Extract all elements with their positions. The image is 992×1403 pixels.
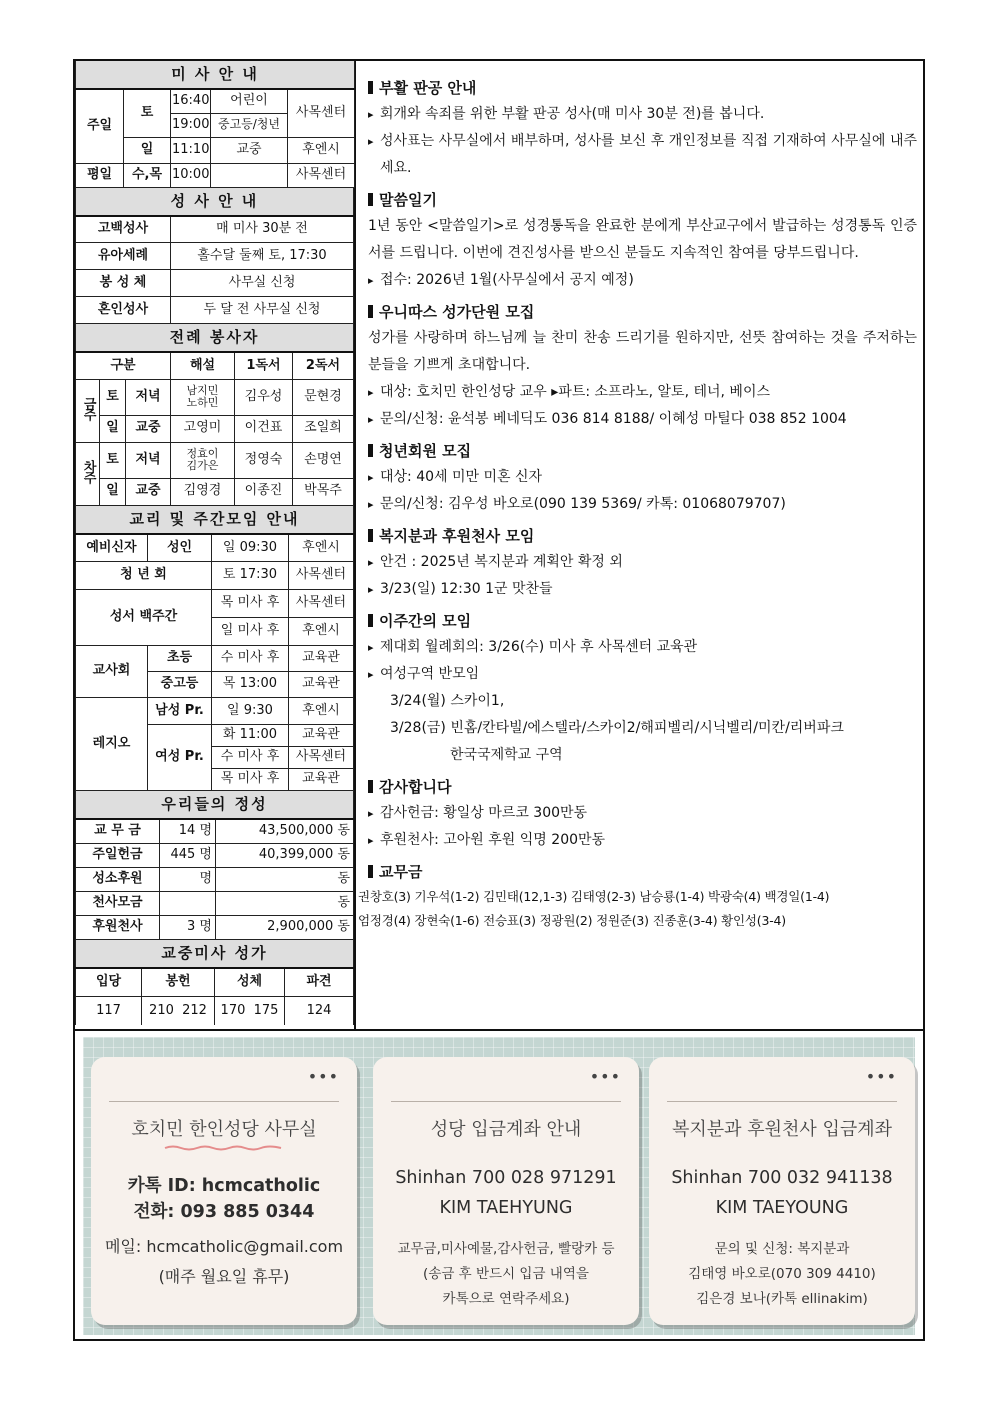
account-holder: KIM TAEHYUNG	[439, 1198, 573, 1218]
sacrament-name: 유아세례	[76, 243, 171, 270]
divider	[109, 1101, 339, 1102]
notice-line: 한국국제학교 구역	[450, 747, 563, 763]
meeting-time: 토 17:30	[212, 562, 289, 590]
offering-name: 성소후원	[76, 867, 160, 891]
commentator: 고영미	[171, 415, 235, 442]
meeting-time: 목 13:00	[212, 672, 289, 698]
grid-background	[83, 1037, 915, 1335]
welfare-account-card	[649, 1057, 915, 1325]
donor-line: 엄정경(4) 장현숙(1-6) 전승표(3) 정광원(2) 정원준(3) 진종훈(3-4) 황인성(3-4)	[358, 913, 786, 928]
notice-line: 3/24(월) 스카이1,	[390, 693, 505, 709]
offering-name: 후원천사	[76, 915, 160, 939]
hymn-header: 파견	[285, 968, 354, 997]
notice-title	[368, 525, 917, 546]
card-note: 김은경 보나(카톡 ellinakim)	[696, 1291, 868, 1307]
sacrament-info: 두 달 전 사무실 신청	[171, 297, 354, 324]
meeting-sub: 성인	[148, 534, 212, 562]
meeting-sub: 중고등	[148, 672, 212, 698]
this-week-label: 금주	[80, 397, 96, 420]
weekday-label: 평일	[76, 163, 124, 187]
parish-account-card	[373, 1057, 639, 1325]
card-note: 카톡으로 연락주세요)	[442, 1291, 570, 1307]
meeting-place: 후엔시	[289, 618, 354, 646]
meeting-time: 일 09:30	[212, 534, 289, 562]
meeting-time: 화 11:00	[212, 725, 289, 747]
reader-1: 이건표	[235, 415, 293, 442]
offering-count	[160, 891, 216, 915]
mass-label: 저녁	[126, 442, 171, 478]
reader-2: 손명연	[293, 442, 354, 478]
offering-count: 445 명	[160, 843, 216, 867]
notice-line: 1년 동안 <말씀일기>로 성경통독을 완료한 분에게 부산교구에서 발급하는 성경통독 인증서를 드립니다. 이번에 견진성사를 받으신 분들도 지속적인 참여를 당부드립니다.	[368, 218, 917, 261]
hymn-number: 170 175	[215, 997, 285, 1025]
meeting-place: 사목센터	[289, 562, 354, 590]
meeting-time: 일 미사 후	[212, 618, 289, 646]
mass-title: 미 사 안 내	[76, 61, 355, 89]
notice-line: ▸ 감사헌금: 황일상 마르코 300만동	[368, 800, 917, 827]
offering-amount: 2,900,000 동	[216, 915, 354, 939]
offering-count: 3 명	[160, 915, 216, 939]
sacrament-name: 봉 성 체	[76, 270, 171, 297]
card-note: 문의 및 신청: 복지분과	[714, 1241, 850, 1257]
meeting-place: 교육관	[289, 725, 354, 747]
meeting-place: 사목센터	[289, 747, 354, 769]
card-note: 교무금,미사예물,감사헌금, 빨랑카 등	[397, 1241, 615, 1257]
offering-title: 우리들의 정성	[76, 791, 354, 819]
meeting-time: 일 9:30	[212, 698, 289, 725]
reader-2: 박목주	[293, 478, 354, 505]
meeting-place: 후엔시	[289, 534, 354, 562]
meeting-name: 청 년 회	[76, 562, 212, 590]
bulletin-page	[73, 59, 925, 1341]
meeting-time: 수 미사 후	[212, 646, 289, 672]
offering-table	[75, 791, 354, 940]
meeting-time: 목 미사 후	[212, 590, 289, 618]
square-bullet-icon	[368, 193, 373, 206]
mass-who: 어린이	[211, 89, 288, 113]
meeting-name: 레지오	[76, 698, 148, 791]
next-week-label: 차주	[80, 460, 96, 483]
notice-section	[368, 189, 917, 294]
notice-title-text: 청년회원 모집	[379, 442, 472, 460]
sacrament-info: 사무실 신청	[171, 270, 354, 297]
notice-line: ▸ 문의/신청: 김우성 바오로(090 139 5369/ 카톡: 01068079707)	[368, 491, 917, 518]
notice-title	[368, 189, 917, 210]
sunday-day-label: 일	[124, 137, 171, 163]
mass-who: 중고등/청년	[211, 113, 288, 137]
mass-label: 교중	[126, 478, 171, 505]
sacrament-name: 혼인성사	[76, 297, 171, 324]
offering-name: 주일헌금	[76, 843, 160, 867]
notice-line: ▸ 접수: 2026년 1월(사무실에서 공지 예정)	[368, 267, 917, 294]
notice-title-text: 우니따스 성가단원 모집	[379, 303, 535, 321]
mass-place: 후엔시	[288, 137, 355, 163]
notice-line: ▸ 여성구역 반모임	[368, 661, 917, 688]
squiggle-decoration	[163, 1145, 283, 1151]
square-bullet-icon	[368, 444, 373, 457]
meeting-sub: 초등	[148, 646, 212, 672]
offering-amount: 43,500,000 동	[216, 819, 354, 843]
square-bullet-icon	[368, 614, 373, 627]
kakao-id: 카톡 ID: hcmcatholic	[127, 1176, 321, 1196]
mass-who: 교중	[211, 137, 288, 163]
hymn-header: 성체	[215, 968, 285, 997]
notice-title-text: 부활 판공 안내	[379, 79, 477, 97]
info-cards-panel	[75, 1029, 923, 1339]
mass-label: 저녁	[126, 379, 171, 415]
saturday-label: 토	[124, 89, 171, 137]
card-title: 복지분과 후원천사 입금계좌	[671, 1119, 893, 1140]
col-header: 해설	[171, 352, 235, 379]
notice-title	[368, 610, 917, 631]
notice-title	[368, 301, 917, 322]
square-bullet-icon	[368, 780, 373, 793]
notices-column	[358, 61, 925, 1029]
mass-time: 10:00	[171, 163, 211, 187]
mass-time: 16:40	[171, 89, 211, 113]
notice-line: ▸ 성사표는 사무실에서 배부하며, 성사를 보신 후 개인정보를 직접 기재하여 사무실에 내주세요.	[368, 128, 917, 182]
hymn-number: 117	[76, 997, 142, 1025]
notice-line: ▸ 대상: 40세 미만 미혼 신자	[368, 464, 917, 491]
mass-who	[211, 163, 288, 187]
day-label: 토	[100, 442, 126, 478]
col-header: 2독서	[293, 352, 354, 379]
col-header: 구분	[76, 352, 171, 379]
card-note: (송금 후 반드시 입금 내역을	[423, 1266, 589, 1282]
divider	[391, 1101, 621, 1102]
commentator: 남지민 노하민	[171, 379, 235, 415]
col-header: 1독서	[235, 352, 293, 379]
notice-title-text: 말씀일기	[379, 191, 437, 209]
donor-line: 권창호(3) 기우석(1-2) 김민태(12,1-3) 김태영(2-3) 남승룡(1-4) 박광숙(4) 백경일(1-4)	[358, 889, 830, 904]
hymns-title: 교중미사 성가	[76, 940, 354, 968]
offering-name: 교 무 금	[76, 819, 160, 843]
notice-title	[368, 440, 917, 461]
day-label: 토	[100, 379, 126, 415]
liturgy-table	[75, 324, 354, 506]
hymn-header: 봉헌	[142, 968, 215, 997]
more-dots-icon: •••	[865, 1067, 897, 1086]
hymns-table	[75, 940, 354, 1025]
reader-1: 이종진	[235, 478, 293, 505]
notice-line: ▸ 회개와 속죄를 위한 부활 판공 성사(매 미사 30분 전)를 봅니다.	[368, 101, 917, 128]
left-column	[75, 61, 356, 1029]
notice-line: ▸ 후원천사: 고아원 후원 익명 200만동	[368, 827, 917, 854]
notice-title-text: 복지분과 후원천사 모임	[379, 527, 535, 545]
notice-line: ▸ 문의/신청: 윤석봉 베네딕도 036 814 8188/ 이혜성 마틸다 038 852 1004	[368, 406, 917, 433]
notice-title	[368, 776, 917, 797]
donor-section	[358, 861, 917, 933]
account-number: Shinhan 700 028 971291	[395, 1168, 617, 1188]
sacrament-info: 매 미사 30분 전	[171, 216, 354, 243]
offering-count: 명	[160, 867, 216, 891]
meetings-table	[75, 506, 354, 792]
notice-line: ▸ 안건 : 2025년 복지분과 계획안 확정 외	[368, 549, 917, 576]
notice-line: 성가를 사랑하며 하느님께 늘 찬미 찬송 드리기를 원하지만, 선뜻 참여하는 것을 주저하는 분들을 기쁘게 초대합니다.	[368, 330, 917, 373]
notice-line: ▸ 대상: 호치민 한인성당 교우 ▸파트: 소프라노, 알토, 테너, 베이스	[368, 379, 917, 406]
more-dots-icon: •••	[589, 1067, 621, 1086]
notice-section	[368, 776, 917, 854]
meeting-name: 교사회	[76, 646, 148, 698]
meeting-place: 교육관	[289, 672, 354, 698]
notice-line: ▸ 제대회 월례회의: 3/26(수) 미사 후 사목센터 교육관	[368, 634, 917, 661]
square-bullet-icon	[368, 305, 373, 318]
meetings-title: 교리 및 주간모임 안내	[76, 506, 354, 534]
account-number: Shinhan 700 032 941138	[671, 1168, 893, 1188]
meeting-sub: 남성 Pr.	[148, 698, 212, 725]
sacrament-title: 성 사 안 내	[76, 188, 354, 216]
meeting-name: 예비신자	[76, 534, 148, 562]
hymn-number: 210 212	[142, 997, 215, 1025]
meeting-place: 후엔시	[289, 698, 354, 725]
meeting-place: 사목센터	[289, 590, 354, 618]
commentator: 김영경	[171, 478, 235, 505]
notice-section	[368, 610, 917, 769]
sacrament-info: 홀수달 둘째 토, 17:30	[171, 243, 354, 270]
divider	[667, 1101, 897, 1102]
square-bullet-icon	[368, 865, 373, 878]
offering-amount: 40,399,000 동	[216, 843, 354, 867]
meeting-time: 수 미사 후	[212, 747, 289, 769]
sunday-label: 주일	[76, 89, 124, 163]
notice-title	[368, 77, 917, 98]
reader-1: 김우성	[235, 379, 293, 415]
mass-place: 사목센터	[288, 163, 355, 187]
mass-place: 사목센터	[288, 89, 355, 137]
sacrament-table	[75, 188, 354, 325]
reader-2: 문현경	[293, 379, 354, 415]
notice-section	[368, 440, 917, 518]
more-dots-icon: •••	[307, 1067, 339, 1086]
mass-table	[75, 61, 355, 188]
reader-1: 정영숙	[235, 442, 293, 478]
phone: 전화: 093 885 0344	[133, 1202, 315, 1222]
day-label: 일	[100, 478, 126, 505]
sacrament-name: 고백성사	[76, 216, 171, 243]
square-bullet-icon	[368, 81, 373, 94]
office-card	[91, 1057, 357, 1325]
account-holder: KIM TAEYOUNG	[715, 1198, 849, 1218]
notice-line: ▸ 3/23(일) 12:30 1군 맛찬들	[368, 576, 917, 603]
offering-count: 14 명	[160, 819, 216, 843]
notice-title-text: 감사합니다	[379, 778, 452, 796]
meeting-name: 성서 백주간	[76, 590, 212, 646]
liturgy-title: 전례 봉사자	[76, 324, 354, 352]
notice-title-text: 이주간의 모임	[379, 612, 472, 630]
offering-name: 천사모금	[76, 891, 160, 915]
offering-amount: 동	[216, 867, 354, 891]
mass-label: 교중	[126, 415, 171, 442]
square-bullet-icon	[368, 529, 373, 542]
wed-thu-label: 수,목	[124, 163, 171, 187]
hymn-header: 입당	[76, 968, 142, 997]
meeting-place: 교육관	[289, 646, 354, 672]
reader-2: 조일희	[293, 415, 354, 442]
closed-note: (매주 월요일 휴무)	[158, 1267, 290, 1286]
meeting-place: 교육관	[289, 769, 354, 791]
notice-title-text: 교무금	[379, 863, 423, 881]
notice-section	[368, 77, 917, 182]
card-note: 김태영 바오로(070 309 4410)	[688, 1266, 876, 1282]
card-title: 호치민 한인성당 사무실	[131, 1119, 317, 1140]
hymn-number: 124	[285, 997, 354, 1025]
card-title: 성당 입금계좌 안내	[430, 1119, 582, 1140]
mass-time: 19:00	[171, 113, 211, 137]
notice-section	[368, 525, 917, 603]
meeting-time: 목 미사 후	[212, 769, 289, 791]
meeting-sub: 여성 Pr.	[148, 725, 212, 791]
day-label: 일	[100, 415, 126, 442]
offering-amount: 동	[216, 891, 354, 915]
email: 메일: hcmcatholic@gmail.com	[104, 1237, 344, 1256]
commentator: 정효이 김가은	[171, 442, 235, 478]
notice-title	[368, 861, 917, 882]
mass-time: 11:10	[171, 137, 211, 163]
notice-section	[368, 301, 917, 433]
notice-line: 3/28(금) 빈홈/칸타빌/에스텔라/스카이2/해피벨리/시닉벨리/미칸/리버파크	[390, 720, 844, 736]
